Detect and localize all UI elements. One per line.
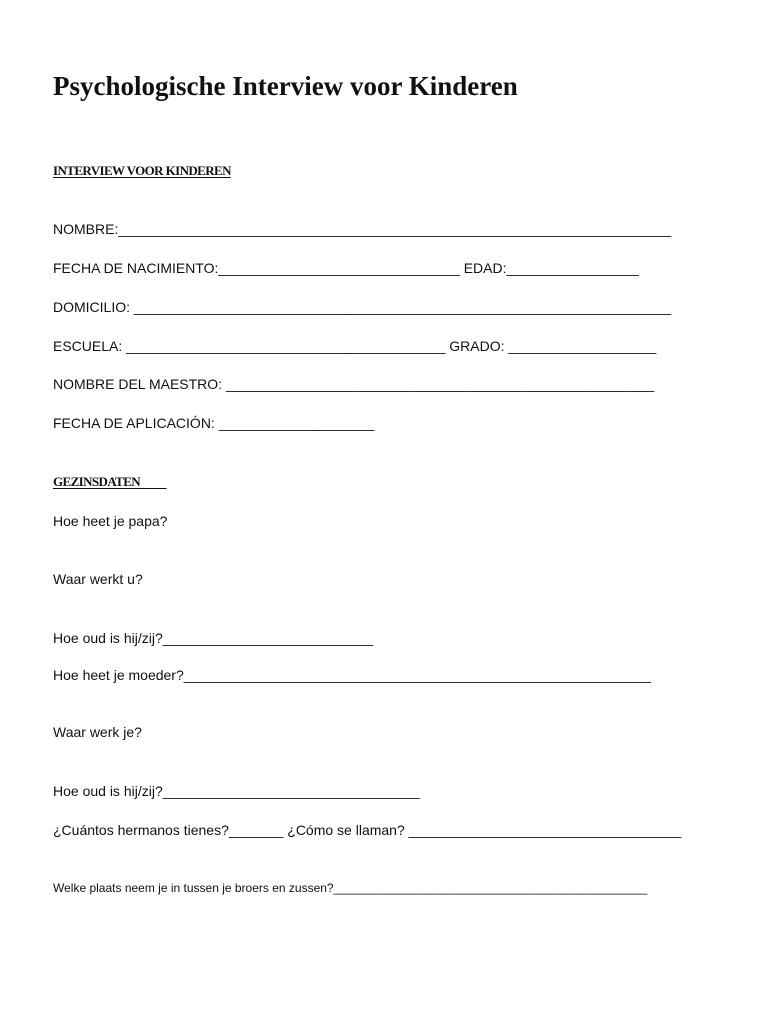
field-papa-naam: Hoe heet je papa? bbox=[53, 513, 168, 529]
field-moeder-leeftijd: Hoe oud is hij/zij?_________________________________ bbox=[53, 783, 420, 799]
field-moeder-werk: Waar werk je? bbox=[53, 724, 142, 740]
field-maestro: NOMBRE DEL MAESTRO: _______________________________________________________ bbox=[53, 376, 655, 392]
field-hermanos: ¿Cuántos hermanos tienes?_______ ¿Cómo se llaman? ___________________________________ bbox=[53, 822, 682, 838]
field-plaats-tussen-broers: Welke plaats neem je in tussen je broers en zussen?_______________________________________________ bbox=[53, 881, 648, 895]
document-title: Psychologische Interview voor Kinderen bbox=[53, 71, 518, 101]
section-heading-interview: INTERVIEW VOOR KINDEREN bbox=[53, 163, 231, 178]
field-papa-werk: Waar werkt u? bbox=[53, 571, 143, 587]
field-fecha-aplicacion: FECHA DE APLICACIÓN: ____________________ bbox=[53, 415, 375, 431]
section-heading-gezinsdaten: GEZINSDATEN bbox=[53, 474, 167, 489]
field-escuela: ESCUELA: _________________________________________ GRADO: ___________________ bbox=[53, 338, 657, 354]
field-fecha-nacimiento: FECHA DE NACIMIENTO:_______________________________ EDAD:_________________ bbox=[53, 260, 639, 276]
field-moeder-naam: Hoe heet je moeder?____________________________________________________________ bbox=[53, 667, 651, 683]
field-papa-leeftijd: Hoe oud is hij/zij?___________________________ bbox=[53, 630, 373, 646]
field-domicilio: DOMICILIO: _____________________________________________________________________ bbox=[53, 299, 672, 315]
field-nombre: NOMBRE:_______________________________________________________________________ bbox=[53, 221, 672, 237]
